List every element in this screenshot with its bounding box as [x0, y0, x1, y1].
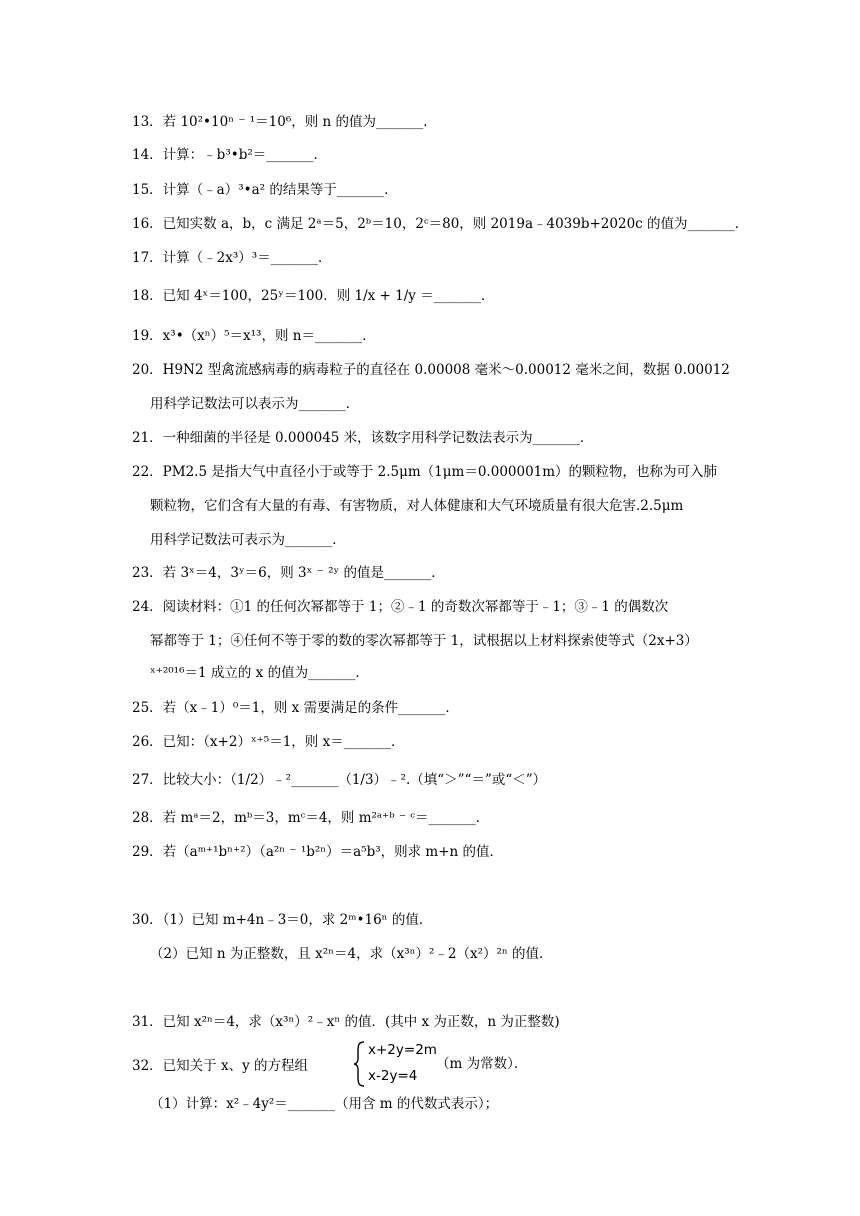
question-29: 29．若（aᵐ⁺¹bⁿ⁺²）（a²ⁿ ⁻ ¹b²ⁿ）＝a⁵b³，则求 m+n 的值．	[132, 844, 504, 860]
question-24-line1: 24．阅读材料：①1 的任何次幂都等于 1；②﹣1 的奇数次幂都等于﹣1；③﹣1 的偶数次	[132, 599, 669, 615]
system-equation-1: x+2y=2m	[368, 1042, 437, 1058]
question-20-line2: 用科学记数法可以表示为_______．	[150, 396, 360, 412]
question-24-line3: ˣ⁺²⁰¹⁶＝1 成立的 x 的值为_______．	[150, 665, 369, 681]
question-21: 21．一种细菌的半径是 0.000045 米，该数字用科学记数法表示为_______．	[132, 430, 594, 446]
question-32-note: （m 为常数）．	[436, 1056, 528, 1072]
question-31: 31．已知 x²ⁿ＝4，求（x³ⁿ）²﹣xⁿ 的值．(其中 x 为正数，n 为正整数)	[132, 1014, 560, 1030]
question-20-line1: 20．H9N2 型禽流感病毒的病毒粒子的直径在 0.00008 毫米～0.00012 毫米之间，数据 0.00012	[132, 362, 730, 378]
question-30-part1: 30．（1）已知 m+4n﹣3＝0，求 2ᵐ•16ⁿ 的值．	[132, 912, 433, 928]
question-30-part2: （2）已知 n 为正整数，且 x²ⁿ＝4，求（x³ⁿ）²﹣2（x²）²ⁿ 的值．	[150, 946, 553, 962]
system-brace	[352, 1040, 366, 1088]
question-28: 28．若 mᵃ＝2，mᵇ＝3，mᶜ＝4，则 m²ᵃ⁺ᵇ ⁻ ᶜ＝_______．	[132, 810, 490, 826]
question-14: 14．计算：﹣b³•b²＝_______．	[132, 147, 327, 163]
question-23: 23．若 3ˣ＝4，3ʸ＝6，则 3ˣ ⁻ ²ʸ 的值是_______．	[132, 565, 445, 581]
question-22-line2: 颗粒物，它们含有大量的有毒、有害物质，对人体健康和大气环境质量有很大危害.2.5μm	[150, 498, 684, 514]
question-25: 25．若（x﹣1）⁰＝1，则 x 需要满足的条件_______．	[132, 700, 459, 716]
question-18: 18．已知 4ˣ＝100，25ʸ＝100．则 1/x + 1/y ＝_______．	[132, 288, 495, 304]
question-22-line1: 22．PM2.5 是指大气中直径小于或等于 2.5μm（1μm＝0.000001m）的颗粒物，也称为可入肺	[132, 464, 718, 480]
question-32-part1: （1）计算：x²﹣4y²＝_______（用含 m 的代数式表示）；	[150, 1096, 499, 1112]
system-equation-2: x-2y=4	[368, 1068, 418, 1084]
question-13: 13．若 10²•10ⁿ ⁻ ¹＝10⁶，则 n 的值为_______．	[132, 114, 437, 130]
question-27: 27．比较大小：（1/2）﹣²_______（1/3）﹣².（填“＞”“＝”或“＜”）	[132, 772, 547, 788]
question-17: 17．计算（﹣2x³）³＝_______．	[132, 250, 332, 266]
question-32-intro: 32．已知关于 x、y 的方程组	[132, 1058, 309, 1074]
question-22-line3: 用科学记数法可表示为_______．	[150, 532, 346, 548]
question-15: 15．计算（﹣a）³•a² 的结果等于_______．	[132, 182, 398, 198]
question-16: 16．已知实数 a，b，c 满足 2ᵃ＝5，2ᵇ＝10，2ᶜ＝80，则 2019a﹣4039b+2020c 的值为_______．	[132, 216, 749, 232]
question-24-line2: 幂都等于 1；④任何不等于零的数的零次幂都等于 1，试根据以上材料探索使等式（2x+3）	[150, 633, 698, 649]
question-19: 19．x³•（xⁿ）⁵＝x¹³，则 n＝_______．	[132, 328, 376, 344]
question-26: 26．已知：（x+2）ˣ⁺⁵＝1，则 x＝_______．	[132, 734, 405, 750]
